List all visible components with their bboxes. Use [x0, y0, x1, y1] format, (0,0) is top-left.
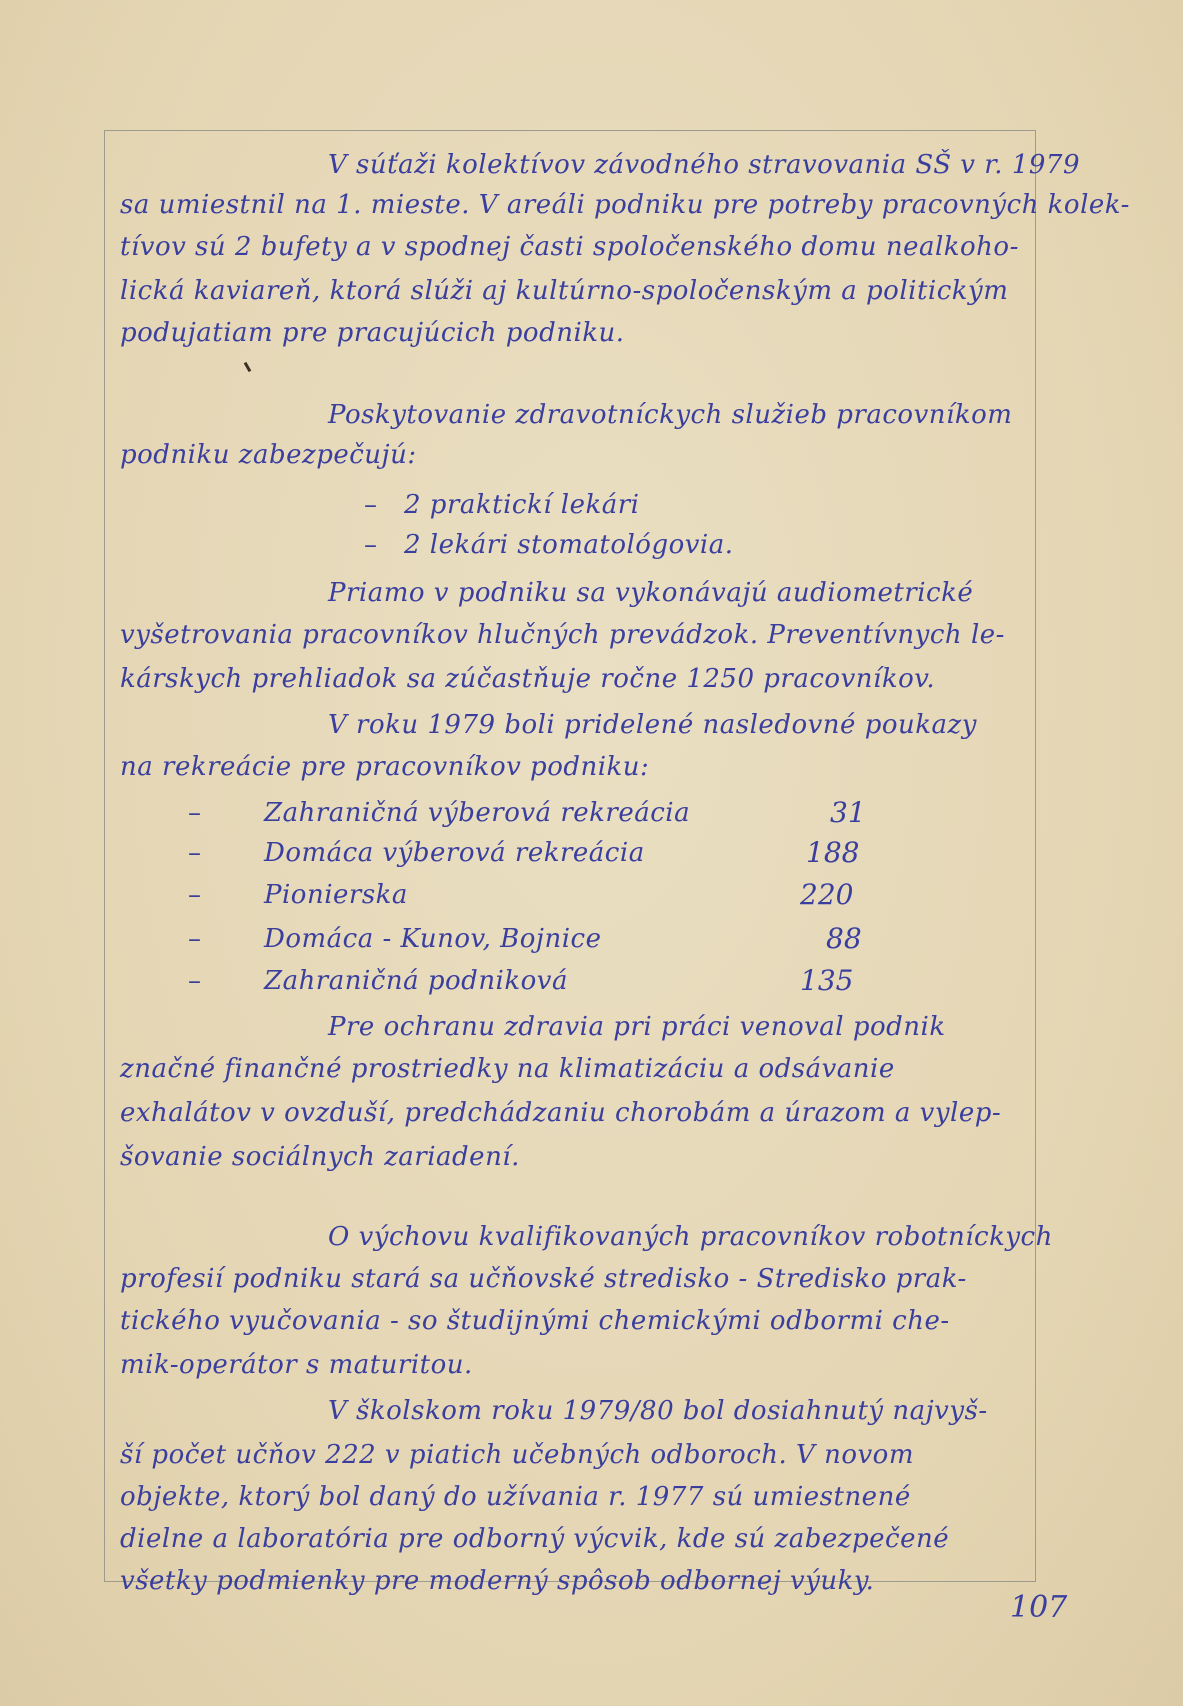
text-line: lická kaviareň, ktorá slúži aj kultúrno-spoločenským a politickým	[120, 276, 1009, 306]
text-line: objekte, ktorý bol daný do užívania r. 1977 sú umiestnené	[120, 1482, 911, 1512]
text-line: Poskytovanie zdravotníckych služieb pracovníkom	[328, 400, 1013, 430]
text-line: V školskom roku 1979/80 bol dosiahnutý najvyš-	[328, 1396, 988, 1426]
text-line: sa umiestnil na 1. mieste. V areáli podniku pre potreby pracovných kolek-	[120, 190, 1130, 220]
text-line: V súťaži kolektívov závodného stravovania SŠ v r. 1979	[328, 150, 1080, 180]
count-value: 31	[830, 796, 866, 829]
text-line: na rekreácie pre pracovníkov podniku:	[120, 752, 650, 782]
text-line: všetky podmienky pre moderný spôsob odbornej výuky.	[120, 1566, 875, 1596]
count-value: 220	[800, 878, 854, 911]
text-line: exhalátov v ovzduší, predchádzaniu chorobám a úrazom a vylep-	[120, 1098, 1002, 1128]
text-line: Domáca - Kunov, Bojnice	[264, 924, 602, 954]
text-line: Priamo v podniku sa vykonávajú audiometrické	[328, 578, 974, 608]
text-line: 2 praktickí lekári	[404, 490, 640, 520]
text-line: značné finančné prostriedky na klimatizáciu a odsávanie	[120, 1054, 895, 1084]
page-number: 107	[1010, 1590, 1068, 1625]
text-line: mik-operátor s maturitou.	[120, 1350, 473, 1380]
list-dash: –	[188, 798, 201, 828]
text-line: dielne a laboratória pre odborný výcvik, kde sú zabezpečené	[120, 1524, 950, 1554]
text-line: šovanie sociálnych zariadení.	[120, 1142, 520, 1172]
text-line: O výchovu kvalifikovaných pracovníkov robotníckych	[328, 1222, 1053, 1252]
text-line: vyšetrovania pracovníkov hlučných prevádzok. Preventívnych le-	[120, 620, 1005, 650]
list-dash: –	[188, 880, 201, 910]
text-line: tického vyučovania - so študijnými chemickými odbormi che-	[120, 1306, 950, 1336]
count-value: 135	[800, 964, 854, 997]
text-line: Pre ochranu zdravia pri práci venoval podnik	[328, 1012, 946, 1042]
text-line: Zahraničná podniková	[264, 966, 568, 996]
text-line: tívov sú 2 bufety a v spodnej časti spoločenského domu nealkoho-	[120, 232, 1019, 262]
list-dash: –	[188, 924, 201, 954]
count-value: 88	[826, 922, 862, 955]
text-line: kárskych prehliadok sa zúčastňuje ročne 1250 pracovníkov.	[120, 664, 936, 694]
list-dash: –	[188, 966, 201, 996]
list-dash: –	[364, 530, 377, 560]
text-line: Domáca výberová rekreácia	[264, 838, 645, 868]
count-value: 188	[806, 836, 860, 869]
text-line: podujatiam pre pracujúcich podniku.	[120, 318, 625, 348]
text-line: profesií podniku stará sa učňovské stredisko - Stredisko prak-	[120, 1264, 967, 1294]
text-line: Pionierska	[264, 880, 408, 910]
list-dash: –	[364, 490, 377, 520]
text-line: ší počet učňov 222 v piatich učebných odboroch. V novom	[120, 1440, 914, 1470]
list-dash: –	[188, 838, 201, 868]
text-line: 2 lekári stomatológovia.	[404, 530, 734, 560]
text-line: Zahraničná výberová rekreácia	[264, 798, 691, 828]
text-line: V roku 1979 boli pridelené nasledovné poukazy	[328, 710, 977, 740]
text-line: podniku zabezpečujú:	[120, 440, 417, 470]
